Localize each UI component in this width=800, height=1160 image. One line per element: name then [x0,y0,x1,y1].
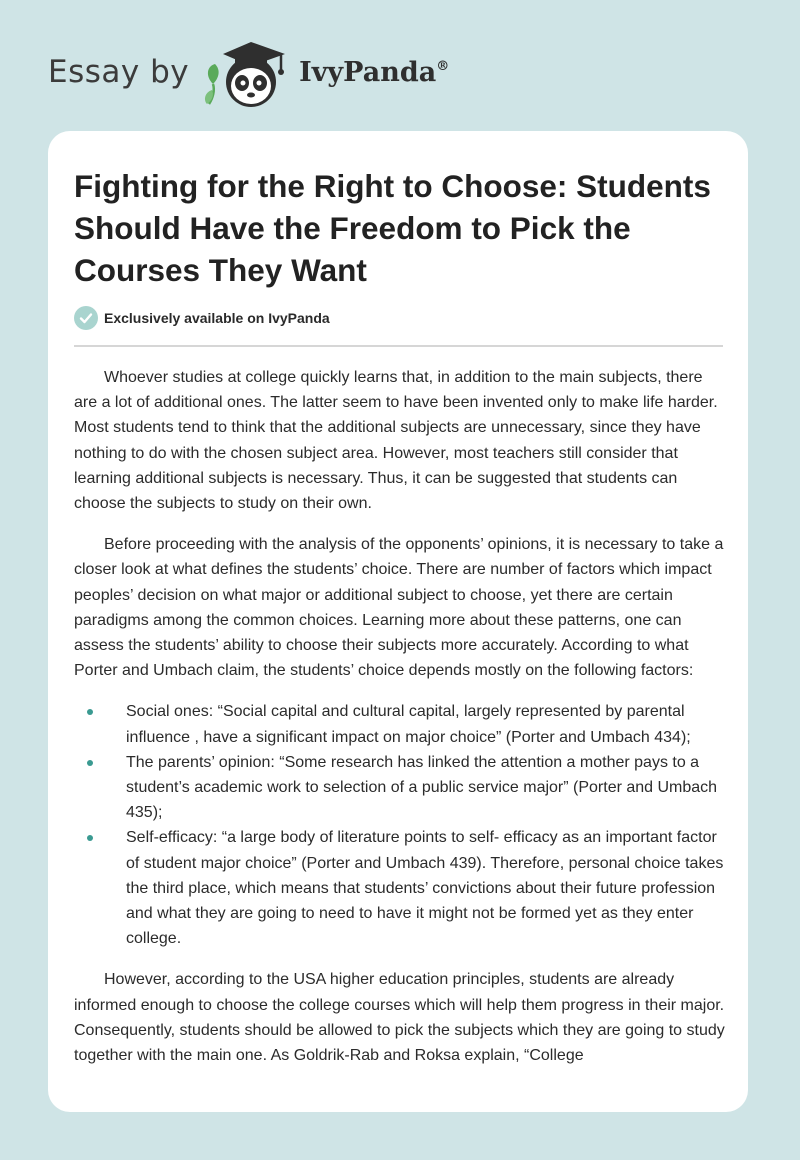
brand-header[interactable] [48,34,449,110]
essay-body [74,365,726,1084]
bullet-icon [87,835,93,841]
essay-title: Fighting for the Right to Choose: Students Should Have the Freedom to Pick the Courses They Want [74,168,711,288]
bullet-icon [87,760,93,766]
paragraph: Whoever studies at college quickly learns that, in addition to the main subjects, there are a lot of additional ones. The latter seem to have been invented only to make life harder. Most students tend to think that the additional subjects are unnecessary, since they have nothing to do with the chosen subject area. However, most teachers still consider that learning additional subjects is necessary. Thus, it can be suggested that students can choose the subjects to study on their own. [74,369,718,513]
brand-name: IvyPanda® [299,56,450,88]
check-circle-icon [74,306,98,330]
exclusive-badge-label: Exclusively available on IvyPanda [104,310,330,326]
paragraph: Before proceeding with the analysis of the opponents’ opinions, it is necessary to take a closer look at what defines the students’ choice. There are number of factors which impact peoples’ decision on what major or additional subject to choose, yet there are certain paradigms among the common choices. Learning more about these patterns, one can assess the students’ ability to choose their subjects more accurately. According to what Porter and Umbach claim, the students’ choice depends mostly on the following factors: [74,536,724,680]
list-item-text: The parents’ opinion: “Some research has linked the attention a mother pays to a student’s academic work to selection of a public service major” (Porter and Umbach 435); [126,753,718,822]
exclusive-badge [74,306,330,330]
essay-card [48,131,748,1112]
list-item-text: Social ones: “Social capital and cultural capital, largely represented by parental influence , have a significant impact on major choice” (Porter and Umbach 434); [126,703,691,746]
factor-list [74,699,726,951]
panda-logo-icon [203,34,297,110]
paragraph: However, according to the USA higher education principles, students are already informed enough to choose the college courses which will help them progress in their major. Consequently, students should be allowed to pick the subjects which they are going to study together with the main one. As Goldrik-Rab and Roksa explain, “College [74,971,725,1065]
list-item-text: Self-efficacy: “a large body of literature points to self- efficacy as an important factor of student major choice” (Porter and Umbach 439). Therefore, personal choice takes the third place, which means that students’ convictions about their future profession and what they are going to need to have it might not be formed yet as they enter college. [126,829,724,948]
list-item [74,699,726,749]
bullet-icon [87,709,93,715]
list-item [74,825,726,951]
list-item [74,750,726,826]
brand-prefix: Essay by [48,54,190,90]
title-divider [74,345,723,347]
